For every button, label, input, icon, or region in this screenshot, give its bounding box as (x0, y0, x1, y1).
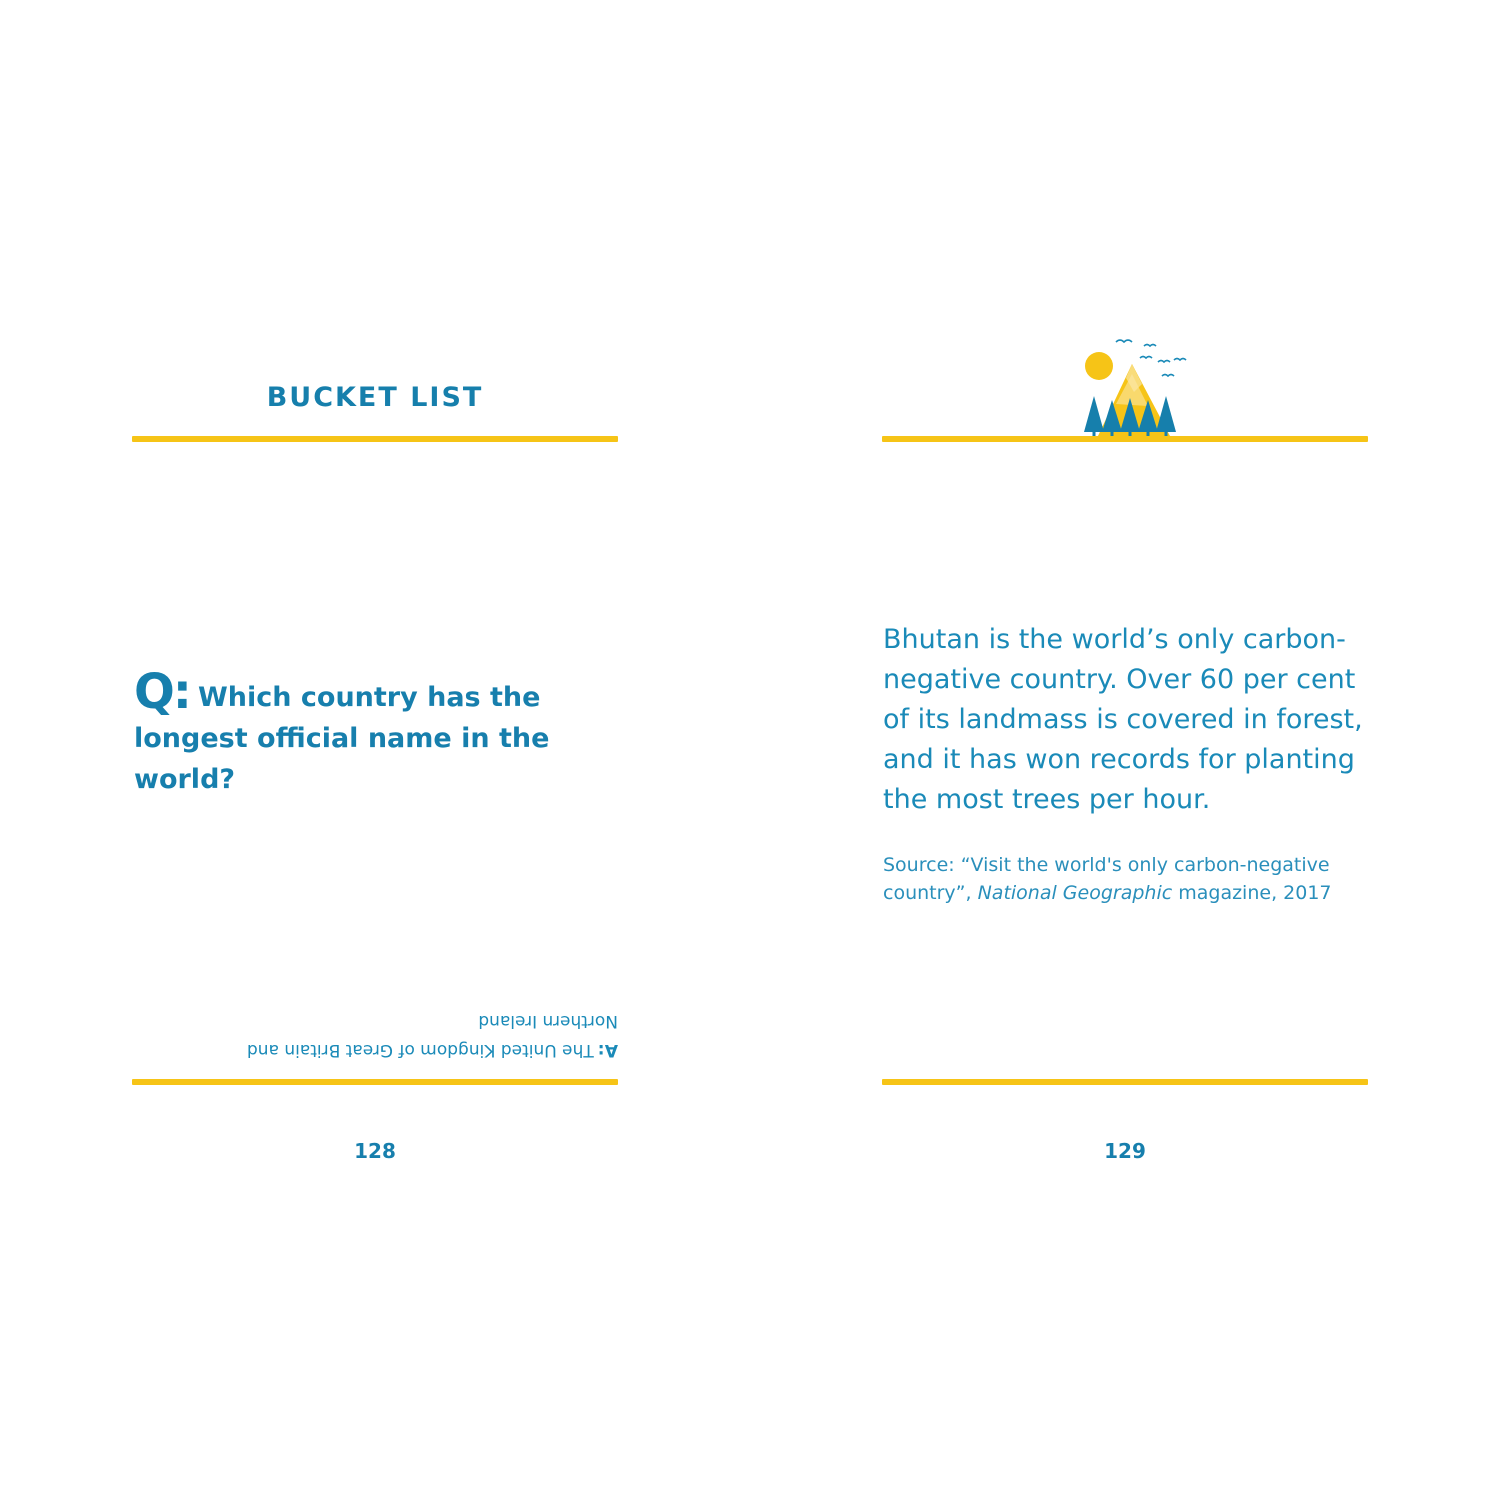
bottom-rule-right (882, 1079, 1368, 1085)
top-rule-right (882, 436, 1368, 442)
source-title: “Visit the world's only carbon-negative country”, (883, 854, 1330, 904)
question-text: Which country has the longest official name in the world? (134, 682, 550, 795)
answer-text: The United Kingdom of Great Britain and Northern Ireland (246, 1011, 618, 1060)
page-number-right: 129 (1104, 1139, 1146, 1163)
answer-upside-down (200, 1006, 618, 1064)
source-citation (883, 851, 1353, 907)
question-marker: Q: (134, 664, 190, 720)
source-prefix: Source: (883, 854, 961, 876)
top-rule-left (132, 436, 618, 442)
source-suffix: magazine, 2017 (1172, 882, 1332, 904)
question (134, 664, 574, 800)
right-page (750, 0, 1500, 1500)
page-number-left: 128 (354, 1139, 396, 1163)
source-publication: National Geographic (977, 882, 1173, 904)
answer-marker: A: (597, 1040, 618, 1060)
sun-mountain-forest-birds-icon (1070, 332, 1190, 442)
fact-text: Bhutan is the world’s only carbon-negative country. Over 60 per cent of its landmass is covered in forest, and it has won records for planting the most trees per hour. (883, 624, 1363, 815)
section-title: BUCKET LIST (266, 382, 484, 413)
bottom-rule-left (132, 1079, 618, 1085)
